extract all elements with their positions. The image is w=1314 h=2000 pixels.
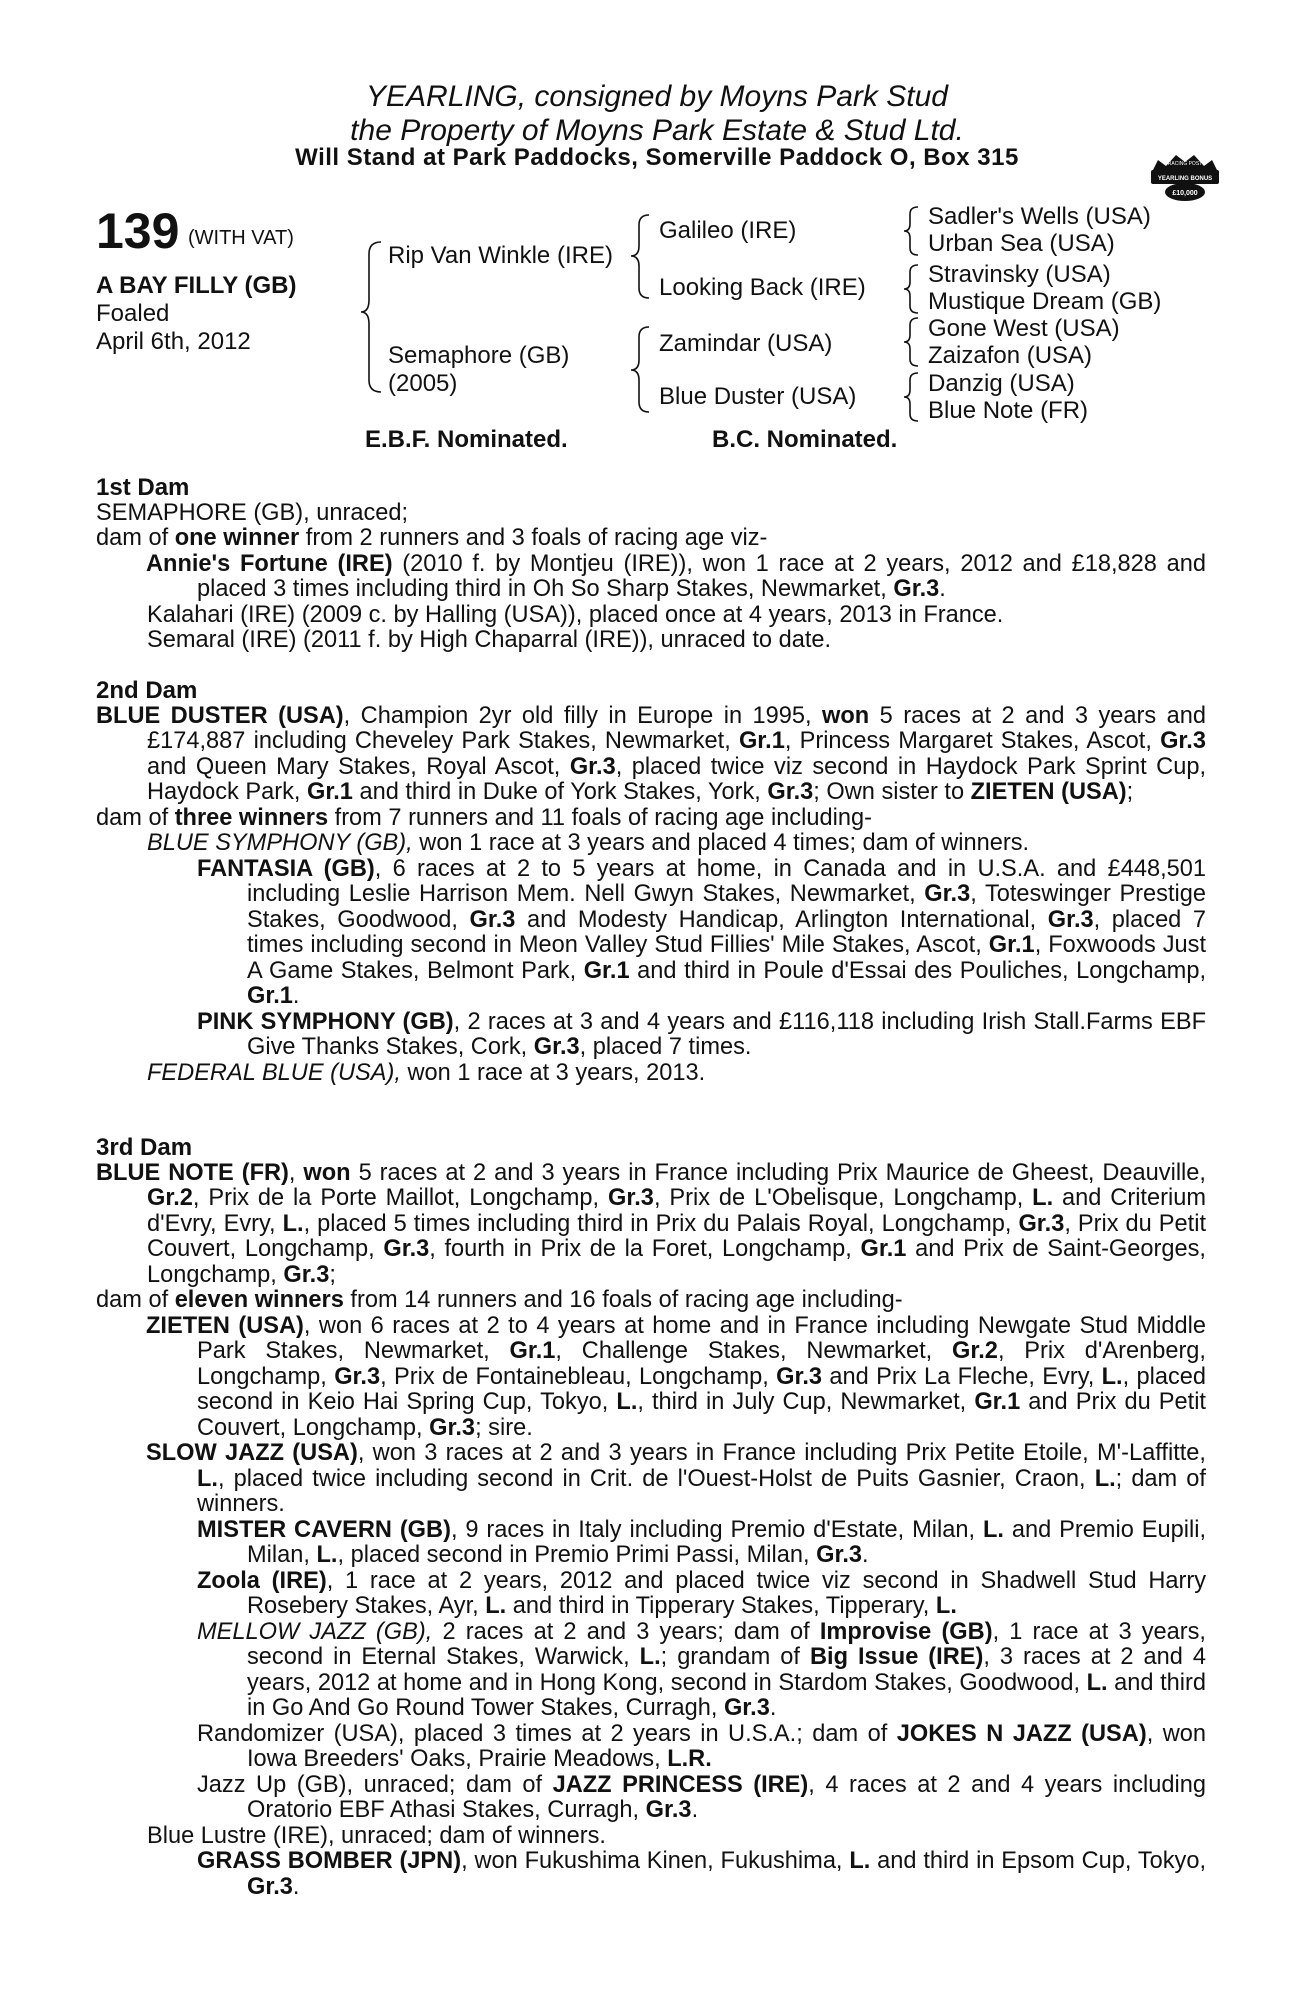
produce-randomizer: Randomizer (USA), placed 3 times at 2 years in U.S.A.; dam of JOKES N JAZZ (USA), won Iowa Breeders' Oaks, Prairie Meadows, L.R. xyxy=(197,1720,1206,1772)
produce-slow-jazz: SLOW JAZZ (USA), won 3 races at 2 and 3 years in France including Prix Petite Etoile, M'-Laffitte, L., placed twice including second in Crit. de l'Ouest-Holst de Puits Gasnier, Craon, L.; dam of winners. xyxy=(146,1440,1206,1517)
first-dam-section xyxy=(96,475,1206,654)
produce-annies-fortune: Annie's Fortune (IRE) (2010 f. by Montjeu (IRE)), won 1 race at 2 years, 2012 and £18,828 and placed 3 times including third in Oh So Sharp Stakes, Newmarket, Gr.3. xyxy=(146,550,1206,602)
grand-sire-1: Sadler's Wells (USA) xyxy=(928,203,1151,230)
grand-sire-3: Gone West (USA) xyxy=(928,315,1120,342)
first-dam-intro: SEMAPHORE (GB), unraced; xyxy=(96,499,409,526)
dam-year: (2005) xyxy=(388,370,458,397)
produce-blue-symphony: BLUE SYMPHONY (GB), won 1 race at 3 years and placed 4 times; dam of winners. xyxy=(147,830,1030,856)
produce-zoola: Zoola (IRE), 1 race at 2 years, 2012 and placed twice viz second in Shadwell Stud Harry Rosebery Stakes, Ayr, L. and third in Tipperary Stakes, Tipperary, L. xyxy=(197,1567,1207,1619)
bc-nominated: B.C. Nominated. xyxy=(712,426,898,453)
third-dam-record: BLUE NOTE (FR), won 5 races at 2 and 3 years in France including Prix Maurice de Gheest, Deauville, Gr.2, Prix de la Porte Maillot, Longchamp, Gr.3, Prix de L'Obelisque, Longchamp, L. and Criterium d'Evry, Evry, L., placed 5 times including third in Prix du Palais Royal, Longchamp, Gr.3, Prix du Petit Couvert, Longchamp, Gr.3, fourth in Prix de la Foret, Longchamp, Gr.1 and Prix de Saint-Georges, Longchamp, Gr.3; xyxy=(96,1159,1207,1288)
produce-mister-cavern: MISTER CAVERN (GB), 9 races in Italy including Premio d'Estate, Milan, L. and Premio Eupili, Milan, L., placed second in Premio Primi Passi, Milan, Gr.3. xyxy=(197,1516,1206,1568)
produce-fantasia: FANTASIA (GB), 6 races at 2 to 5 years at home, in Canada and in U.S.A. and £448,501 including Leslie Harrison Mem. Nell Gwyn Stakes, Newmarket, Gr.3, Toteswinger Prestige Stakes, Goodwood, Gr.3 and Modesty Handicap, Arlington International, Gr.3, placed 7 times including second in Meon Valley Stud Fillies' Mile Stakes, Ascot, Gr.1, Foxwoods Just A Game Stakes, Belmont Park, Gr.1 and third in Poule d'Essai des Pouliches, Longchamp, Gr.1. xyxy=(197,855,1206,1009)
grand-sire-4: Danzig (USA) xyxy=(928,370,1075,397)
third-dam-heading: 3rd Dam xyxy=(96,1134,193,1161)
grand-dam-4: Blue Note (FR) xyxy=(928,397,1089,424)
grand-dam-1: Urban Sea (USA) xyxy=(928,230,1115,257)
produce-zieten: ZIETEN (USA), won 6 races at 2 to 4 years at home and in France including Newgate Stud Middle Park Stakes, Newmarket, Gr.1, Challenge Stakes, Newmarket, Gr.2, Prix d'Arenberg, Longchamp, Gr.3, Prix de Fontainebleau, Longchamp, Gr.3 and Prix La Fleche, Evry, L., placed second in Keio Hai Spring Cup, Tokyo, L., third in July Cup, Newmarket, Gr.1 and Prix du Petit Couvert, Longchamp, Gr.3; sire. xyxy=(146,1312,1206,1441)
vat-note: (WITH VAT) xyxy=(188,227,294,249)
lot-name: A BAY FILLY (GB) xyxy=(96,272,297,299)
produce-blue-lustre: Blue Lustre (IRE), unraced; dam of winners. xyxy=(147,1822,606,1849)
produce-federal-blue: FEDERAL BLUE (USA), won 1 race at 3 years, 2013. xyxy=(147,1059,706,1086)
second-dam-produce: dam of three winners from 7 runners and 11 foals of racing age including- xyxy=(96,804,872,831)
foaled-label: Foaled xyxy=(96,300,170,327)
badge-bottom-text: £10,000 xyxy=(1172,190,1198,197)
produce-jazz-up: Jazz Up (GB), unraced; dam of JAZZ PRINCESS (IRE), 4 races at 2 and 4 years including Oratorio EBF Athasi Stakes, Curragh, Gr.3. xyxy=(197,1771,1206,1823)
sire-dam: Looking Back (IRE) xyxy=(659,274,866,301)
produce-kalahari: Kalahari (IRE) (2009 c. by Halling (USA)), placed once at 4 years, 2013 in France. xyxy=(147,601,1004,628)
dam-dam: Blue Duster (USA) xyxy=(659,383,857,410)
sire-sire: Galileo (IRE) xyxy=(659,217,797,244)
consignor-line: YEARLING, consigned by Moyns Park Stud xyxy=(366,80,948,113)
dam: Semaphore (GB) xyxy=(388,342,570,369)
first-dam-heading: 1st Dam xyxy=(96,474,190,501)
badge-top-text: RACING POST xyxy=(1167,161,1203,167)
ebf-nominated: E.B.F. Nominated. xyxy=(365,426,568,453)
sire: Rip Van Winkle (IRE) xyxy=(388,242,613,269)
grand-dam-3: Zaizafon (USA) xyxy=(928,342,1093,369)
foaled-date: April 6th, 2012 xyxy=(96,328,251,355)
third-dam-produce: dam of eleven winners from 14 runners and 16 foals of racing age including- xyxy=(96,1287,903,1313)
property-line: the Property of Moyns Park Estate & Stud Ltd. xyxy=(350,114,964,147)
third-dam-section xyxy=(96,1135,1206,1900)
grand-sire-2: Stravinsky (USA) xyxy=(928,261,1111,288)
grand-dam-2: Mustique Dream (GB) xyxy=(928,288,1162,315)
second-dam-section xyxy=(96,678,1206,1086)
produce-mellow-jazz: MELLOW JAZZ (GB), 2 races at 2 and 3 years; dam of Improvise (GB), 1 race at 3 years, second in Eternal Stakes, Warwick, L.; grandam of Big Issue (IRE), 3 races at 2 and 4 years, 2012 at home and in Hong Kong, second in Stardom Stakes, Goodwood, L. and third in Go And Go Round Tower Stakes, Curragh, Gr.3. xyxy=(197,1618,1206,1721)
first-dam-produce: dam of one winner from 2 runners and 3 foals of racing age viz- xyxy=(96,525,768,551)
dam-sire: Zamindar (USA) xyxy=(659,330,833,357)
produce-pink-symphony: PINK SYMPHONY (GB), 2 races at 3 and 4 years and £116,118 including Irish Stall.Farms EBF Give Thanks Stakes, Cork, Gr.3, placed 7 times. xyxy=(197,1008,1206,1060)
badge-mid-text: YEARLING BONUS xyxy=(1157,176,1213,182)
lot-number: 139 xyxy=(96,203,180,259)
produce-grass-bomber: GRASS BOMBER (JPN), won Fukushima Kinen, Fukushima, L. and third in Epsom Cup, Tokyo, Gr.3. xyxy=(197,1848,1207,1900)
second-dam-heading: 2nd Dam xyxy=(96,677,198,704)
second-dam-record: BLUE DUSTER (USA), Champion 2yr old filly in Europe in 1995, won 5 races at 2 and 3 years and £174,887 including Cheveley Park Stakes, Newmarket, Gr.1, Princess Margaret Stakes, Ascot, Gr.3 and Queen Mary Stakes, Royal Ascot, Gr.3, placed twice viz second in Haydock Park Sprint Cup, Haydock Park, Gr.1 and third in Duke of York Stakes, York, Gr.3; Own sister to ZIETEN (USA); xyxy=(96,702,1206,805)
stabling-line: Will Stand at Park Paddocks, Somerville Paddock O, Box 315 xyxy=(295,144,1019,171)
produce-semaral: Semaral (IRE) (2011 f. by High Chaparral (IRE)), unraced to date. xyxy=(147,627,832,653)
